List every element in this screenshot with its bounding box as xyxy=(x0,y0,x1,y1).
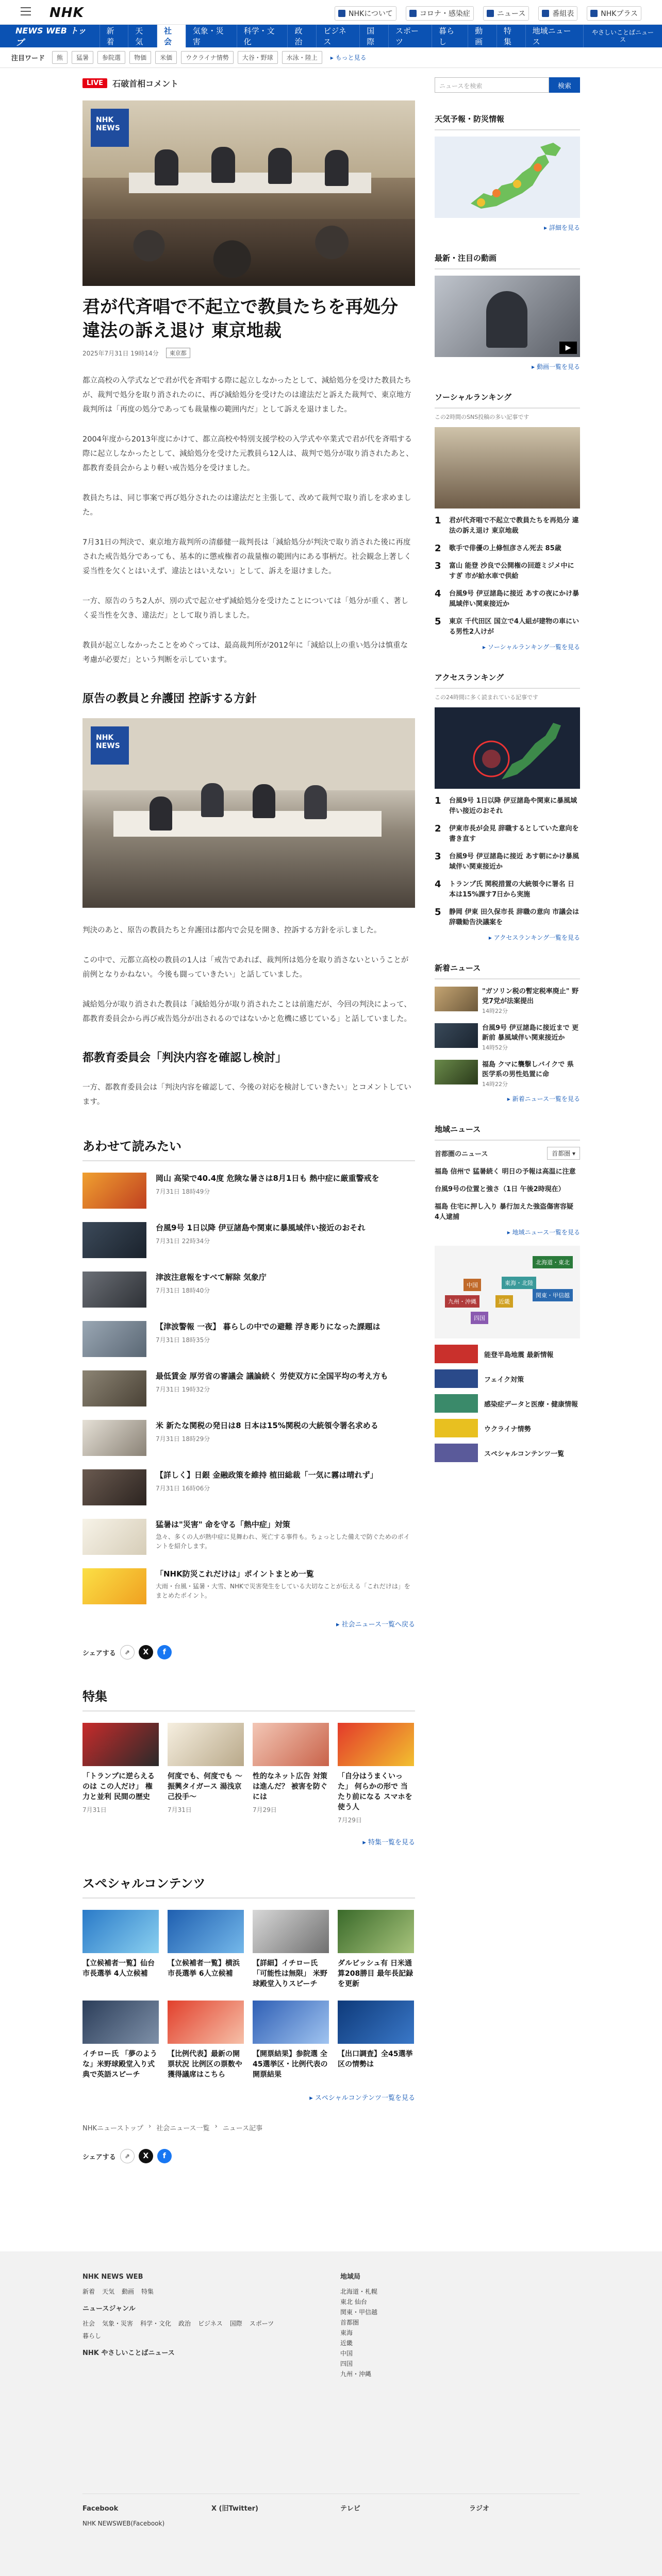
footer-radio-column xyxy=(469,2504,489,2518)
local-news-item[interactable]: 福島 信州で 猛暑続く 明日の予報は高温に注意 xyxy=(435,1168,576,1176)
keyword-chip[interactable]: 米価 xyxy=(155,51,177,64)
footer-link[interactable]: 東海 xyxy=(340,2329,353,2336)
article-subhead: 都教育委員会「判決内容を確認し検討」 xyxy=(82,1052,287,1064)
nav-item-local[interactable]: 地域ニュース xyxy=(525,25,584,47)
footer-link[interactable]: 四国 xyxy=(340,2360,353,2367)
footer-link[interactable]: 近畿 xyxy=(340,2340,353,2347)
search-button[interactable]: 検索 xyxy=(549,77,580,93)
feature-link[interactable]: スペシャルコンテンツ一覧 xyxy=(435,1444,580,1462)
weather-more-link[interactable]: ▸ 詳細を見る xyxy=(544,224,580,231)
special-card[interactable]: 【開票結果】参院選 全45選挙区・比例代表の開票結果 xyxy=(253,2001,329,2080)
article-paragraph: 7月31日の判決で、東京地方裁判所の清藤健一裁判長は「減給処分が判決で取り消された後に再度された戒告処分であっても、基本的に懲戒権者の裁量権の範囲内にある事柄だ。社会観念上著しく妥当性を欠くとはいえず、違法とはいえない」として、訴えを退けました。 xyxy=(82,538,411,575)
top-links xyxy=(335,6,641,21)
access-ranking-note: この24時間に多く読まれている記事です xyxy=(435,694,538,701)
nav-item-features[interactable]: 特集 xyxy=(496,25,525,47)
nhk-news-logo-icon: NHK NEWS xyxy=(91,109,129,147)
footer-link[interactable]: 首都圏 xyxy=(340,2319,359,2326)
footer-heading: ニュースジャンル xyxy=(82,2305,136,2313)
weather-map[interactable] xyxy=(435,137,580,218)
article-date: 2025年7月31日 19時14分 xyxy=(82,349,159,357)
footer-news-column xyxy=(82,2272,299,2363)
feature-link[interactable]: 能登半島地震 最新情報 xyxy=(435,1345,580,1363)
footer-link[interactable]: 天気 xyxy=(102,2288,115,2295)
social-rank-item[interactable]: 5 東京 千代田区 国立で4人組が建物の車にいる男性2人けが xyxy=(435,616,580,636)
feature-link[interactable]: ウクライナ情勢 xyxy=(435,1419,580,1437)
access-rank-item[interactable]: 5 静岡 伊東 田久保市長 辞職の意向 市議会は辞職勧告決議案を xyxy=(435,907,580,926)
footer-local-column xyxy=(340,2272,557,2379)
nav-item-video[interactable]: 動画 xyxy=(468,25,496,47)
share-label: シェアする xyxy=(82,1649,116,1657)
social-rank-item[interactable]: 2 歌手で俳優の上條恒彦さん死去 85歳 xyxy=(435,543,561,554)
breadcrumb-item[interactable]: NHKニューストップ xyxy=(82,2125,143,2132)
typhoon-map-icon xyxy=(435,707,580,789)
breadcrumb-item: ニュース記事 xyxy=(222,2125,263,2132)
access-ranking-thumb[interactable] xyxy=(435,707,580,789)
special-card[interactable]: ダルビッシュ有 日米通算208勝目 最年長記録を更新 xyxy=(338,1910,414,1989)
related-item[interactable]: 「NHK防災これだけは」ポイントまとめ一覧 大雨・台風・猛暑・大雪、NHKで災害発生をしている大切なことが伝える「これだけは」をまとめたポイント。 xyxy=(82,1568,415,1606)
access-ranking-more-link[interactable]: ▸ アクセスランキング一覧を見る xyxy=(488,934,580,941)
feature-card[interactable]: 性的なネット広告 対策は進んだ？ 被害を防ぐには 7月29日 xyxy=(253,1723,329,1824)
local-news-item[interactable]: 福島 住宅に押し入り 暴行加えた強盗傷害容疑 4人逮捕 xyxy=(435,1203,574,1221)
chevron-down-icon: ▾ xyxy=(572,1150,575,1157)
menu-icon[interactable] xyxy=(21,7,31,15)
special-card[interactable]: イチロー氏 「夢のような」米野球殿堂入り式典で英語スピーチ xyxy=(82,2001,159,2080)
article-headline: 君が代斉唱で不起立で教員たちを再処分 違法の訴え退け 東京地裁 xyxy=(82,297,398,341)
article-paragraph: この中で、元都立高校の教員の1人は「戒告であれば、裁判所は処分を取り消さないということが前例となりかねない。今後も闘っていきたい」と話していました。 xyxy=(82,956,409,979)
related-thumb xyxy=(82,1321,146,1357)
sidebar xyxy=(435,77,580,1462)
nav-item-international[interactable]: 国際 xyxy=(359,25,388,47)
footer-link[interactable]: 中国 xyxy=(340,2350,353,2357)
local-news-label: 首都圏のニュース xyxy=(435,1150,488,1158)
top-link-schedule[interactable]: 番組表 xyxy=(538,6,577,21)
article-body xyxy=(82,374,415,667)
footer-link[interactable]: ビジネス xyxy=(198,2320,223,2327)
share-label: シェアする xyxy=(82,2153,116,2161)
nav-brand[interactable]: NEWS WEB トップ xyxy=(15,26,86,47)
feature-link[interactable]: 感染症データと医療・健康情報 xyxy=(435,1394,580,1413)
features-more-link[interactable]: ▸ 特集一覧を見る xyxy=(362,1839,415,1846)
breadcrumb-item[interactable]: 社会ニュース一覧 xyxy=(156,2125,210,2132)
share-row-bottom xyxy=(82,2149,415,2163)
access-rank-item[interactable]: 2 伊東市長が会見 辞職するとしていた意向を書き直す xyxy=(435,823,579,843)
access-rank-item[interactable]: 1 台風9号 1日以降 伊豆諸島や関東に暴風域伴い接近のおそれ xyxy=(435,795,577,815)
keyword-chip[interactable]: 熊 xyxy=(52,51,68,64)
region-kanto[interactable]: 関東・甲信越 xyxy=(533,1289,573,1301)
latest-video-thumb[interactable] xyxy=(435,276,580,357)
related-thumb xyxy=(82,1370,146,1406)
local-news-row xyxy=(435,1147,580,1160)
footer-link[interactable]: 国際 xyxy=(229,2320,242,2327)
features-grid xyxy=(82,1723,415,1824)
related-thumb xyxy=(82,1469,146,1505)
article-paragraph: 判決のあと、原告の教員たちと弁護団は都内で会見を開き、控訴する方針を示しました。 xyxy=(82,926,382,935)
x-share-icon[interactable]: X xyxy=(139,2149,153,2163)
feature-link[interactable]: フェイク対策 xyxy=(435,1369,580,1388)
article-image-press xyxy=(82,718,415,908)
keyword-label: 注目ワード xyxy=(11,55,45,62)
facebook-share-icon[interactable]: f xyxy=(157,2149,172,2163)
article-body-2 xyxy=(82,923,415,1026)
footer-link[interactable]: 暮らし xyxy=(82,2332,102,2340)
features-heading: 特集 xyxy=(82,1686,415,1711)
region-kyushu[interactable]: 九州・沖縄 xyxy=(445,1295,479,1308)
footer-heading: NHK NEWS WEB xyxy=(82,2273,143,2281)
footer-heading: X (旧Twitter) xyxy=(211,2505,258,2513)
related-heading: あわせて読みたい xyxy=(82,1136,415,1161)
new-news-more-link[interactable]: ▸ 新着ニュース一覧を見る xyxy=(507,1095,580,1103)
access-rank-item[interactable]: 3 台風9号 伊豆諸島に接近 あす朝にかけ暴風域伴い関東接近か xyxy=(435,851,580,871)
breadcrumb: NHKニューストップ › 社会ニュース一覧 › ニュース記事 xyxy=(82,2123,263,2132)
footer-link[interactable]: 社会 xyxy=(82,2320,95,2327)
main-nav xyxy=(0,25,662,47)
special-card[interactable]: 【比例代表】最新の開票状況 比例区の票数や獲得議席はこちら xyxy=(168,2001,244,2080)
region-tag[interactable]: 東京都 xyxy=(166,348,190,358)
region-chugoku[interactable]: 中国 xyxy=(464,1279,481,1291)
article-paragraph: 2004年度から2013年度にかけて、都立高校や特別支援学校の入学式や卒業式で君が代を斉唱する際に起立しなかったとして、減給処分を受けた元教員ら12人は、裁判で処分が取り消されたあと、都教育委員会からより軽い戒告処分を受けました。 xyxy=(82,435,413,472)
link-icon xyxy=(487,10,494,17)
new-news-item[interactable]: "ガソリン税の暫定税率廃止" 野党7党が法案提出 14時22分 xyxy=(435,987,580,1016)
keyword-chip[interactable]: 水泳・陸上 xyxy=(282,51,322,64)
nav-item-disaster[interactable]: 気象・災害 xyxy=(186,25,237,47)
footer-link[interactable]: 東北 仙台 xyxy=(340,2298,367,2306)
main-content xyxy=(82,77,415,2163)
link-icon xyxy=(542,10,549,17)
related-item[interactable]: 岡山 高梁で40.4度 危険な暑さは8月1日も 熱中症に厳重警戒を 7月31日 18時49分 xyxy=(82,1173,415,1211)
region-tokai[interactable]: 東海・北陸 xyxy=(502,1277,536,1289)
keyword-chip[interactable]: 大谷・野球 xyxy=(238,51,278,64)
related-item[interactable]: 最低賃金 厚労省の審議会 議論続く 労使双方に全国平均の考え方も 7月31日 19時32分 xyxy=(82,1370,415,1409)
new-news-heading: 新着ニュース xyxy=(435,962,580,979)
nhk-logo[interactable]: NHK xyxy=(49,5,84,21)
related-thumb xyxy=(82,1420,146,1456)
facebook-share-icon[interactable]: f xyxy=(157,1645,172,1659)
weather-heading: 天気予報・防災情報 xyxy=(435,113,580,130)
social-ranking-thumb[interactable] xyxy=(435,427,580,509)
region-kinki[interactable]: 近畿 xyxy=(495,1295,513,1308)
new-news-item[interactable]: 福島 クマに襲撃しバイクで 県医学系の男性処置に命 14時22分 xyxy=(435,1060,580,1089)
article-paragraph: 教員が起立しなかったことをめぐっては、最高裁判所が2012年に「減給以上の重い処分は慎重な考慮が必要だ」という判断を示しています。 xyxy=(82,641,408,664)
related-item[interactable]: 台風9号 1日以降 伊豆諸島や関東に暴風域伴い接近のおそれ 7月31日 22時34分 xyxy=(82,1222,415,1260)
social-ranking-heading: ソーシャルランキング xyxy=(435,392,580,409)
keyword-chip[interactable]: 物価 xyxy=(129,51,151,64)
footer-link[interactable]: 新着 xyxy=(82,2288,95,2295)
article-paragraph: 教員たちは、同じ事案で再び処分されたのは違法だと主張して、改めて裁判で取り消しを求めました。 xyxy=(82,494,411,517)
nav-item-politics[interactable]: 政治 xyxy=(287,25,316,47)
footer-link[interactable]: 九州・沖縄 xyxy=(340,2370,372,2378)
link-icon xyxy=(338,10,345,17)
region-select[interactable]: 首都圏 ▾ xyxy=(547,1147,580,1160)
footer xyxy=(0,2251,662,2576)
live-label: 石破首相コメント xyxy=(112,79,179,89)
article-paragraph: 減給処分が取り消された教員は「減給処分が取り消されたことは前進だが、今回の判決によって、都教育委員会から再び戒告処分が出されるのではないかと危機に感じている」と話していました。 xyxy=(82,1001,411,1023)
play-icon: ▶ xyxy=(559,342,577,354)
feature-card[interactable]: 何度でも、何度でも ～振興タイガース 湯浅京己投手～ 7月31日 xyxy=(168,1723,244,1824)
related-item[interactable]: 津波注意報をすべて解除 気象庁 7月31日 18時40分 xyxy=(82,1272,415,1310)
feature-card[interactable]: 「トランプに逆らえるのは この人だけ」 権力と並利 民間の歴史 7月31日 xyxy=(82,1723,159,1824)
footer-x-column xyxy=(211,2504,258,2518)
region-map xyxy=(435,1246,580,1338)
social-rank-item[interactable]: 4 台風9号 伊豆諸島に接近 あすの夜にかけ暴風域伴い関東接近か xyxy=(435,588,580,608)
link-share-icon[interactable]: ⇗ xyxy=(120,2149,135,2163)
keyword-bar xyxy=(0,47,662,68)
local-news-heading: 地域ニュース xyxy=(435,1124,580,1141)
link-icon xyxy=(409,10,417,17)
keyword-chip[interactable]: 猛暑 xyxy=(72,51,93,64)
special-card[interactable]: 【立候補者一覧】横浜市長選挙 6人立候補 xyxy=(168,1910,244,1989)
related-list xyxy=(82,1173,415,1606)
special-grid-row1 xyxy=(82,1910,415,1989)
article-paragraph: 都立高校の入学式などで君が代を斉唱する際に起立しなかったとして、減給処分を受けた教員たちが、裁判で処分を取り消されたのに、再び減給処分を受けたのは違法だと訴えた裁判で、東京地方裁判所は「再度の処分であっても裁量権の範囲内だ」として訴えを退けました。 xyxy=(82,377,411,414)
footer-heading: ラジオ xyxy=(469,2505,490,2513)
feature-card[interactable]: 「自分はうまくいった」 何らかの形で 当たり前になる スマホを使う人 7月29日 xyxy=(338,1723,414,1824)
special-heading: スペシャルコンテンツ xyxy=(82,1873,415,1899)
footer-tv-column xyxy=(340,2504,360,2518)
top-bar xyxy=(0,0,662,25)
link-share-icon[interactable]: ⇗ xyxy=(120,1645,135,1659)
related-thumb xyxy=(82,1222,146,1258)
related-item[interactable]: 【津波警報 一夜】 暮らしの中での避難 浮き彫りになった課題は 7月31日 18時35分 xyxy=(82,1321,415,1359)
top-link-about[interactable]: NHKについて xyxy=(335,6,396,21)
x-share-icon[interactable]: X xyxy=(139,1645,153,1659)
related-thumb xyxy=(82,1272,146,1308)
footer-link[interactable]: 北海道・札幌 xyxy=(340,2288,378,2295)
live-row[interactable] xyxy=(82,77,415,89)
access-ranking-heading: アクセスランキング xyxy=(435,672,580,689)
footer-link[interactable]: NHK NEWSWEB(Facebook) xyxy=(82,2520,165,2527)
footer-link[interactable]: スポーツ xyxy=(249,2320,274,2327)
related-thumb xyxy=(82,1173,146,1209)
search-form xyxy=(435,77,580,93)
social-rank-item[interactable]: 1 君が代斉唱で不起立で教員たちを再処分 違法の訴え退け 東京地裁 xyxy=(435,515,579,535)
nav-item-science[interactable]: 科学・文化 xyxy=(237,25,288,47)
footer-link[interactable]: 科学・文化 xyxy=(140,2320,172,2327)
keyword-chip[interactable]: ウクライナ情勢 xyxy=(181,51,234,64)
related-item[interactable]: 猛暑は"災害" 命を守る「熱中症」対策 急々、多くの人が熱中症に見舞われ、死亡する事件も。ちょっとした備えで防ぐためのポイントを紹介します。 xyxy=(82,1519,415,1557)
related-thumb xyxy=(82,1568,146,1604)
footer-link[interactable]: 動画 xyxy=(122,2288,135,2295)
region-hokkaido[interactable]: 北海道・東北 xyxy=(533,1256,573,1268)
access-rank-item[interactable]: 4 トランプ氏 関税措置の大統領令に署名 日本は15%課す7日から実施 xyxy=(435,879,575,899)
top-link-news[interactable]: ニュース xyxy=(483,6,529,21)
nhk-news-logo-icon: NHK NEWS xyxy=(91,726,129,765)
keyword-chip[interactable]: 参院選 xyxy=(97,51,125,64)
social-ranking-more-link[interactable]: ▸ ソーシャルランキング一覧を見る xyxy=(482,643,580,651)
nav-item-new[interactable]: 新着 xyxy=(100,25,128,47)
top-link-plus[interactable]: NHKプラス xyxy=(587,6,641,21)
special-card[interactable]: 【出口調査】全45選挙区の情勢は xyxy=(338,2001,414,2080)
japan-map-icon xyxy=(435,137,580,218)
local-news-more-link[interactable]: ▸ 地域ニュース一覧を見る xyxy=(507,1229,580,1236)
share-row xyxy=(82,1645,415,1659)
social-ranking-note: この2時間のSNS投稿の多い記事です xyxy=(435,414,529,420)
footer-link[interactable]: 気象・災害 xyxy=(102,2320,134,2327)
article-body-3 xyxy=(82,1080,415,1109)
footer-sns-column xyxy=(82,2504,164,2529)
article-dateline xyxy=(82,348,415,358)
society-list-link[interactable]: ▸ 社会ニュース一覧へ戻る xyxy=(336,1621,415,1629)
special-card[interactable]: 【詳細】イチロー氏「可能性は無限」 米野球殿堂入りスピーチ xyxy=(253,1910,329,1989)
article-subhead: 原告の教員と弁護団 控訴する方針 xyxy=(82,692,257,705)
nav-item-easy[interactable]: やさしいことばニュース xyxy=(583,25,662,47)
article-paragraph: 一方、原告のうち2人が、別の式で起立せず減給処分を受けたことについては「処分が重く、著しく妥当性を欠き、違法だ」として取り消しました。 xyxy=(82,597,409,620)
latest-video-more-link[interactable]: ▸ 動画一覧を見る xyxy=(532,363,580,370)
region-shikoku[interactable]: 四国 xyxy=(471,1312,488,1324)
footer-heading: 地域局 xyxy=(340,2273,361,2281)
related-item[interactable]: 米 新たな関税の発日は8 日本は15%関税の大統領令署名求める 7月31日 18時29分 xyxy=(82,1420,415,1458)
nav-item-business[interactable]: ビジネス xyxy=(316,25,359,47)
related-item[interactable]: 【詳しく】日銀 金融政策を維持 植田総裁「一気に霧は晴れず」 7月31日 16時06分 xyxy=(82,1469,415,1507)
footer-heading: テレビ xyxy=(340,2505,360,2513)
nav-item-sports[interactable]: スポーツ xyxy=(388,25,432,47)
special-grid-row2 xyxy=(82,2001,415,2080)
nav-item-society[interactable]: 社会 xyxy=(157,25,186,47)
special-card[interactable]: 【立候補者一覧】仙台市長選挙 4人立候補 xyxy=(82,1910,159,1989)
footer-link[interactable]: 関東・甲信越 xyxy=(340,2309,378,2316)
link-icon xyxy=(590,10,598,17)
article-hero-image xyxy=(82,100,415,286)
nav-item-life[interactable]: 暮らし xyxy=(432,25,468,47)
related-thumb xyxy=(82,1519,146,1555)
new-news-item[interactable]: 台風9号 伊豆諸島に接近まで 更新前 暴風域伴い関東接近か 14時52分 xyxy=(435,1023,580,1053)
footer-link[interactable]: 政治 xyxy=(178,2320,191,2327)
local-news-item[interactable]: 台風9号の位置と強さ（1日 午後2時現在） xyxy=(435,1185,565,1193)
nav-item-weather[interactable]: 天気 xyxy=(128,25,157,47)
special-more-link[interactable]: ▸ スペシャルコンテンツ一覧を見る xyxy=(309,2094,415,2102)
latest-video-heading: 最新・注目の動画 xyxy=(435,252,580,269)
social-rank-item[interactable]: 3 富山 能登 沙良で公開権の回遊ミジメ中にすぎ 市が給水車で供給 xyxy=(435,561,574,580)
footer-link[interactable]: NHK やさしいことばニュース xyxy=(82,2349,175,2357)
search-input[interactable]: ニュースを検索 xyxy=(435,77,549,93)
top-link-covid[interactable]: コロナ・感染症 xyxy=(406,6,474,21)
live-badge: LIVE xyxy=(82,78,107,88)
keyword-more-link[interactable]: ▸ もっと見る xyxy=(330,54,367,61)
footer-link[interactable]: 特集 xyxy=(141,2288,154,2295)
footer-heading: Facebook xyxy=(82,2505,119,2513)
article-paragraph: 一方、都教育委員会は「判決内容を確認して、今後の対応を検討していきたい」とコメントしています。 xyxy=(82,1083,411,1106)
